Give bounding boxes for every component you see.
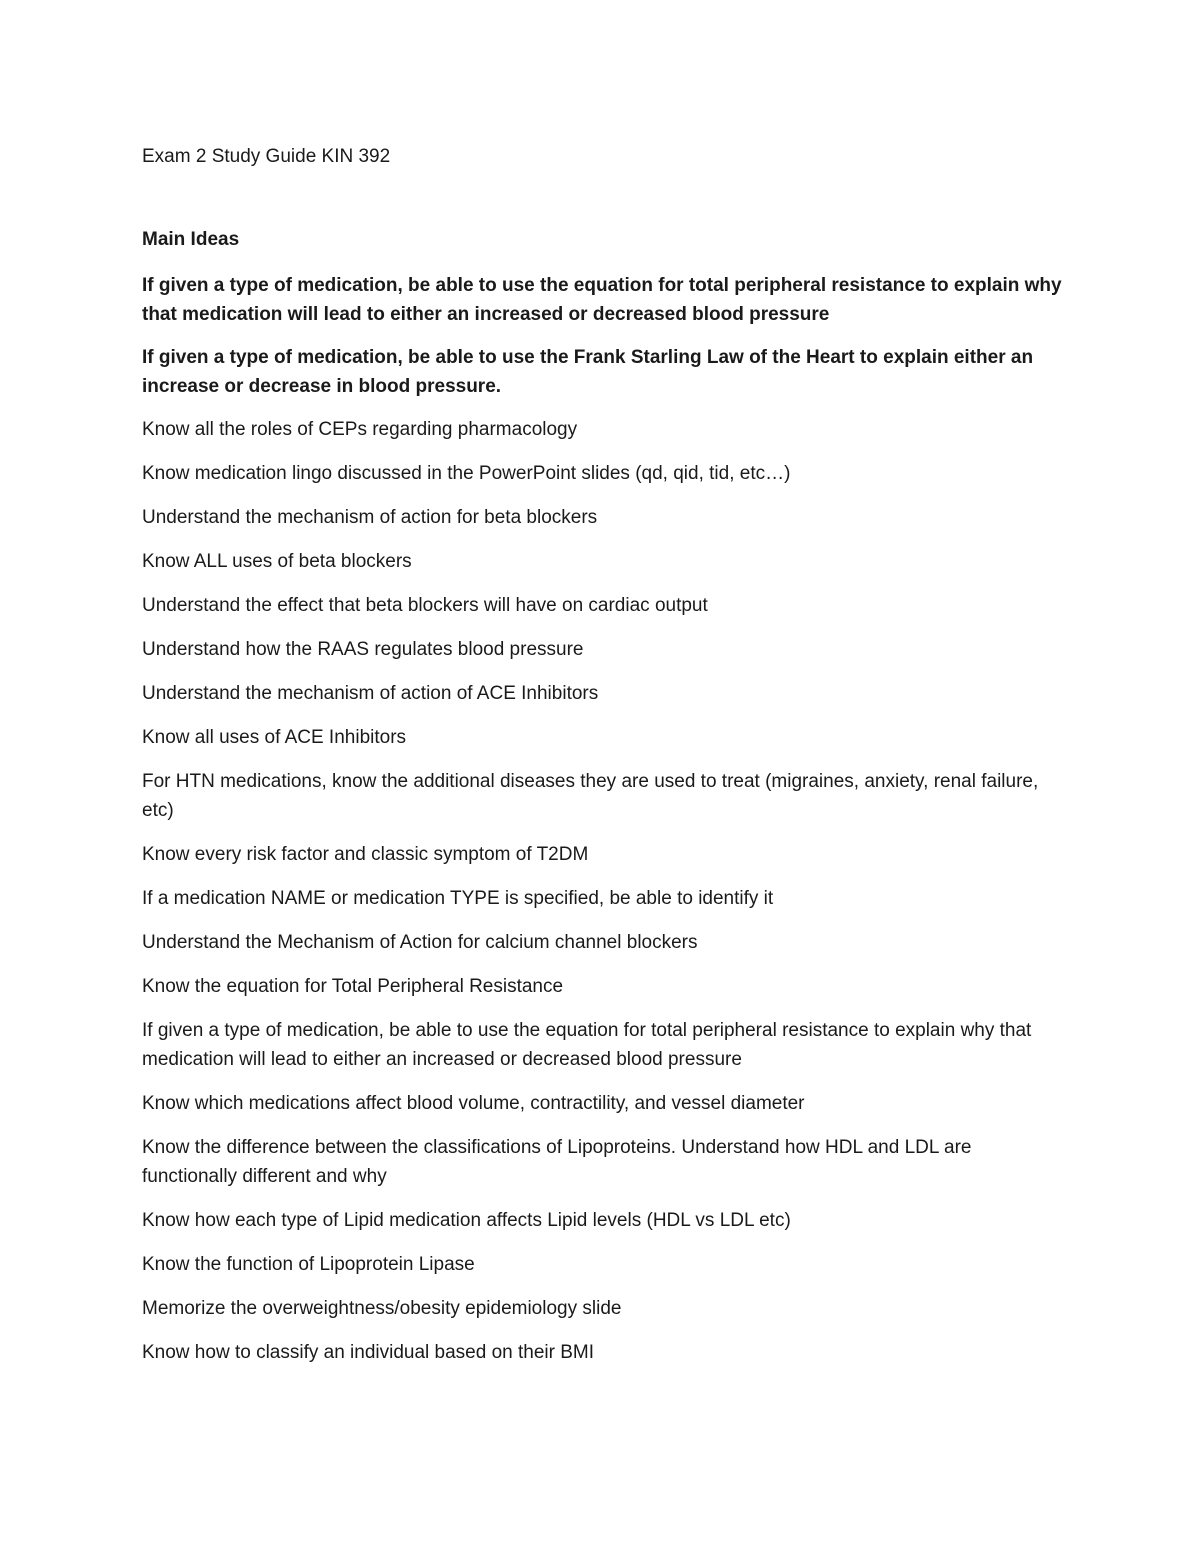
study-item: If a medication NAME or medication TYPE is specified, be able to identify it — [142, 888, 774, 909]
study-item: Understand the Mechanism of Action for calcium channel blockers — [142, 932, 698, 953]
study-item: Understand the effect that beta blockers will have on cardiac output — [142, 595, 708, 616]
study-item: Memorize the overweightness/obesity epidemiology slide — [142, 1298, 622, 1319]
main-idea-tpr: If given a type of medication, be able to use the equation for total peripheral resistance to explain why that medication will lead to either an increased or decreased blood pressure — [142, 275, 1062, 325]
study-item: Know which medications affect blood volume, contractility, and vessel diameter — [142, 1093, 805, 1114]
study-item: Know how to classify an individual based on their BMI — [142, 1342, 595, 1363]
document-body — [142, 143, 1062, 1382]
study-item: Know all the roles of CEPs regarding pharmacology — [142, 419, 578, 440]
study-item: Know all uses of ACE Inhibitors — [142, 727, 407, 748]
study-item: Understand the mechanism of action of ACE Inhibitors — [142, 683, 599, 704]
study-item: Know every risk factor and classic symptom of T2DM — [142, 844, 589, 865]
study-item: Know the difference between the classifications of Lipoproteins. Understand how HDL and LDL are functionally different and why — [142, 1137, 972, 1187]
study-item: Know how each type of Lipid medication affects Lipid levels (HDL vs LDL etc) — [142, 1210, 791, 1231]
study-item: Understand the mechanism of action for beta blockers — [142, 507, 598, 528]
study-item: Know medication lingo discussed in the PowerPoint slides (qd, qid, tid, etc…) — [142, 463, 791, 484]
study-item: If given a type of medication, be able to use the equation for total peripheral resistance to explain why that medication will lead to either an increased or decreased blood pressure — [142, 1020, 1032, 1070]
section-heading-main-ideas: Main Ideas — [142, 229, 240, 250]
study-item: Know the function of Lipoprotein Lipase — [142, 1254, 475, 1275]
study-item: Understand how the RAAS regulates blood pressure — [142, 639, 584, 660]
study-item: Know ALL uses of beta blockers — [142, 551, 412, 572]
main-idea-frank-starling: If given a type of medication, be able to use the Frank Starling Law of the Heart to explain either an increase or decrease in blood pressure. — [142, 347, 1034, 397]
study-item: Know the equation for Total Peripheral Resistance — [142, 976, 564, 997]
document-title: Exam 2 Study Guide KIN 392 — [142, 146, 391, 167]
study-item: For HTN medications, know the additional diseases they are used to treat (migraines, anxiety, renal failure, etc) — [142, 771, 1039, 821]
